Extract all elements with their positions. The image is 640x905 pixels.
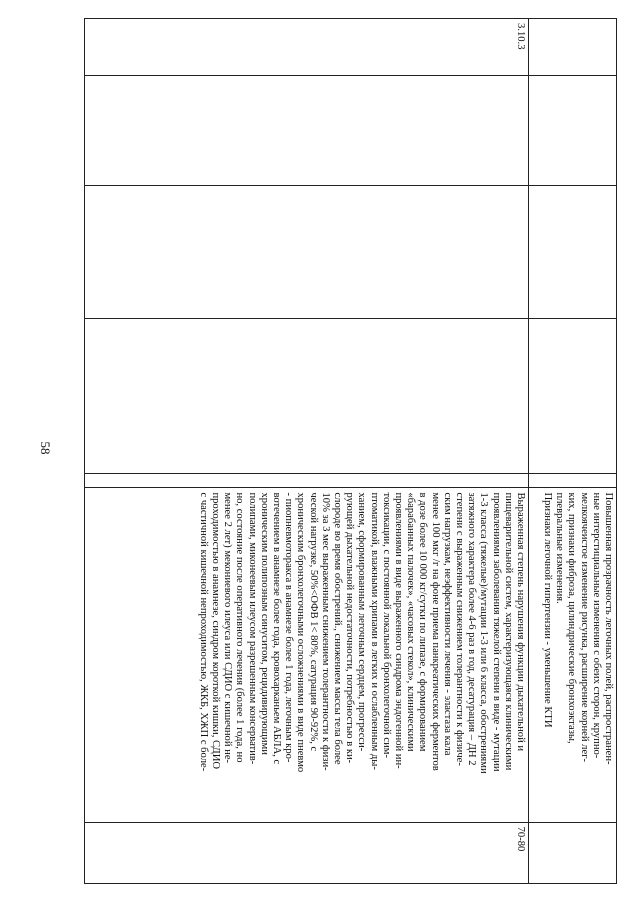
text-line: токсикации, с постоянной локальной бронхолегочной сим- xyxy=(380,492,392,758)
cell-empty xyxy=(85,186,529,319)
text-line: пищеварительной систем, характеризующаяся клиническими xyxy=(502,492,514,771)
text-line: полипами, миконеевым илеусом разрешенным консерватив- xyxy=(246,492,258,765)
cell-empty-narrow xyxy=(529,473,617,488)
cell-empty xyxy=(529,76,617,186)
text-line: ским нагрузкам, неэффективности лечения - эластаза кала xyxy=(441,492,453,756)
text-line: проявлениями в виде выраженного синдрома эндогенной ин- xyxy=(392,492,404,769)
cell-range-empty xyxy=(529,822,617,883)
text-line: Повышенная прозрачность легочных полей, распространен- xyxy=(603,492,614,765)
rotated-landscape-page xyxy=(85,18,617,884)
criteria-table-wrapper xyxy=(85,18,617,884)
text-line: Признаки легочной гипертензии - уменьшение КТИ xyxy=(541,492,553,728)
text-line: 1-3 класса (тяжелые)/мутации 1-3 или 6 класса, обострениями xyxy=(478,492,490,774)
text-line: хроническим бронхолегочными осложнениями в виде пневмо xyxy=(295,492,307,773)
text-line: 10% за 3 мес выраженным снижением толерантности к физи- xyxy=(319,492,331,771)
text-line: менее 2 лет) мекониевого илеуса или СДИО с кишечной не- xyxy=(222,492,234,764)
text-line: но, состояние после оперативного лечения (более 1 года, но xyxy=(234,492,246,763)
text-line: ные интерстициальные изменения с обеих сторон, крупно- xyxy=(590,492,602,759)
text-line: степени с выраженным снижением толерантности к физиче- xyxy=(453,492,465,766)
text-line: хроническим полипозным синуситом, рецидивирующими xyxy=(258,492,270,755)
text-line: - пиопневмоторакса в анамнезе более 1 года, легочным кро- xyxy=(283,492,295,763)
criteria-table xyxy=(84,18,617,884)
text-line: слороде во время обострений., снижением массы тела более xyxy=(331,492,343,765)
text-line: проявлениями заболевания тяжелой степени в виде - мутации xyxy=(490,492,502,772)
table-row-continuation xyxy=(529,19,617,884)
text-line: ких, признаки фиброза, цилиндрические бронхоэктазы, xyxy=(566,492,578,744)
cell-empty xyxy=(85,76,529,186)
text-line: ческой нагрузке, 50%<ОФВ 1< 80%, сатурация 90-92%, с xyxy=(307,492,319,752)
cell-empty xyxy=(529,186,617,319)
text-line: вотечением в анамнезе более года, кровохарканьем АБЛА, с xyxy=(270,492,282,765)
text-line: рующей дыхательной недостаточности, потребностью в ки- xyxy=(344,492,356,764)
page-number: 58 xyxy=(38,441,53,455)
text-line: затяжного характера более 4-6 раз в год, десатурация – ДН 2 xyxy=(466,492,478,766)
text-line: ханием, сформированным легочным сердцем, прогресси- xyxy=(356,492,368,752)
cell-number-empty xyxy=(529,19,617,76)
text-line: птоматикой, влажными хрипами в легких и ослабленным ды- xyxy=(368,492,380,770)
text-line: Выраженная степень нарушения функции дыхательной и xyxy=(515,492,526,752)
cell-percent-range: 70-80 xyxy=(85,822,529,883)
cell-description xyxy=(85,488,529,822)
text-line: мелкоячеистое изменение рисунка, расширение корней лег- xyxy=(578,492,590,763)
cell-empty xyxy=(85,319,529,473)
text-line: с частичной кишечной непроходимостью, ЖКБ, ХЖП с боле- xyxy=(197,492,209,772)
cell-description-continuation xyxy=(529,488,617,822)
cell-empty xyxy=(529,319,617,473)
text-line: менее 100 мкг /г на фоне приема панкреатических ферментов xyxy=(429,492,441,771)
cell-item-number: 3.10.3 xyxy=(85,19,529,76)
text-line: проходимостью в анамнезе, синдром короткой кишки, СДИО xyxy=(209,492,221,770)
text-line: в дозе более 10 000 кг/сутки по липазе, с формированием xyxy=(417,492,429,752)
text-line: «барабанных палочек», «часовых стекол», клиническими xyxy=(405,492,417,752)
cell-empty-narrow xyxy=(85,473,529,488)
table-row-3-10-3 xyxy=(85,19,529,884)
text-line: плевральные изменения. xyxy=(554,492,566,604)
